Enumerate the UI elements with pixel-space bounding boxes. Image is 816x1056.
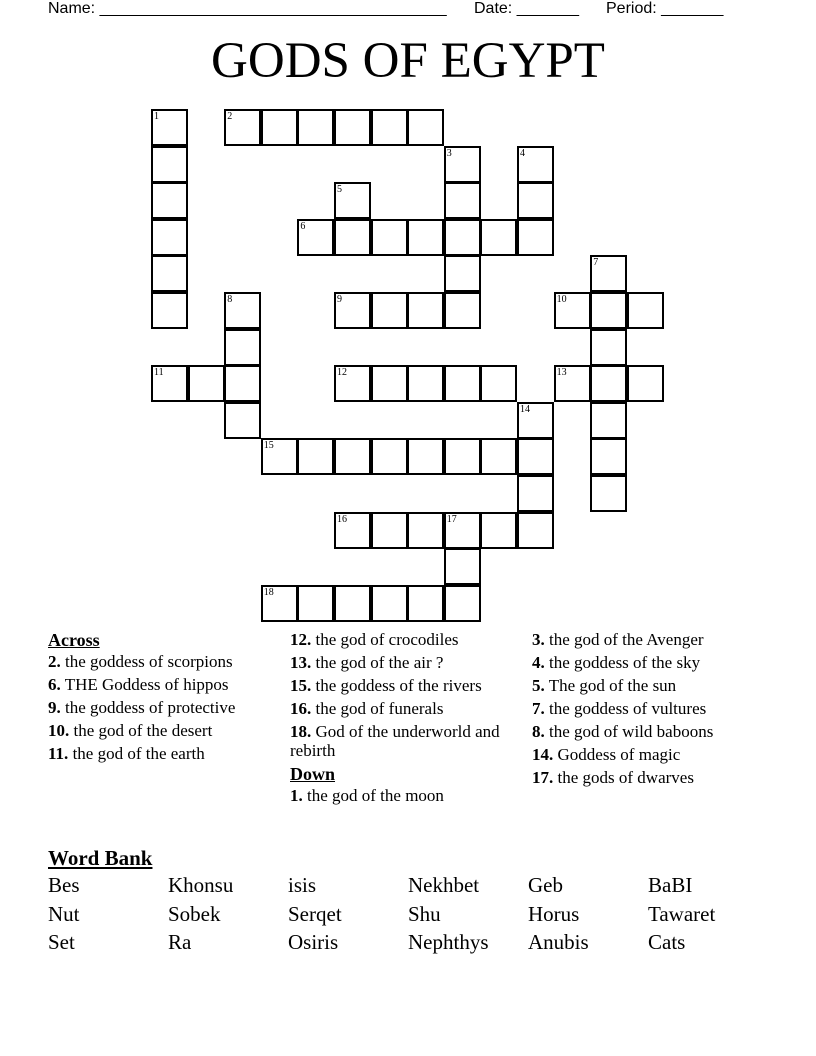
- grid-cell[interactable]: [261, 438, 298, 475]
- grid-cell[interactable]: [371, 438, 408, 475]
- grid-cell[interactable]: [224, 402, 261, 439]
- word-bank-word: Geb: [528, 873, 563, 897]
- word-bank-word: Set: [48, 930, 75, 954]
- clue-number: 8: [227, 294, 233, 305]
- grid-cell[interactable]: [480, 512, 517, 549]
- grid-cell[interactable]: [334, 292, 371, 329]
- clue-number: 9: [337, 294, 342, 305]
- clue-down-14: 14. Goddess of magic: [532, 745, 681, 764]
- grid-cell[interactable]: [334, 365, 371, 402]
- grid-cell[interactable]: [517, 402, 554, 439]
- clue-number: 15: [263, 440, 274, 452]
- clue-across-10: 10. the god of the desert: [48, 721, 213, 740]
- grid-cell[interactable]: [590, 292, 627, 329]
- clue-down-1: 1. the god of the moon: [290, 786, 444, 805]
- across-heading: Across: [48, 630, 100, 650]
- name-field-label: Name: _______________________________________: [48, 0, 447, 17]
- word-bank-word: BaBI: [648, 873, 693, 897]
- grid-cell[interactable]: [151, 255, 188, 292]
- grid-cell[interactable]: [407, 292, 444, 329]
- grid-cell[interactable]: [480, 365, 517, 402]
- period-field-label: Period: _______: [606, 0, 724, 17]
- grid-cell[interactable]: [517, 146, 554, 183]
- grid-cell[interactable]: [590, 475, 627, 512]
- grid-cell[interactable]: [407, 365, 444, 402]
- grid-cell[interactable]: [444, 182, 481, 219]
- word-bank-word: Anubis: [528, 930, 589, 954]
- grid-cell[interactable]: [151, 182, 188, 219]
- word-bank-word: Cats: [648, 930, 686, 954]
- clue-number: 16: [337, 513, 347, 525]
- word-bank-word: Khonsu: [168, 873, 234, 897]
- grid-cell[interactable]: [444, 255, 481, 292]
- grid-cell[interactable]: [151, 292, 188, 329]
- grid-cell[interactable]: [334, 182, 371, 219]
- clue-number: 7: [593, 257, 599, 269]
- grid-cell[interactable]: [224, 109, 261, 146]
- clue-number: 10: [556, 294, 567, 305]
- clue-across-13: 13. the god of the air ?: [290, 653, 444, 672]
- clue-number: 6: [300, 220, 306, 232]
- word-bank-word: Nut: [48, 902, 80, 926]
- clue-down-4: 4. the goddess of the sky: [532, 653, 701, 672]
- grid-cell[interactable]: [517, 475, 554, 512]
- grid-cell[interactable]: [627, 292, 664, 329]
- grid-cell[interactable]: [444, 548, 481, 585]
- grid-cell[interactable]: [371, 585, 408, 622]
- word-bank-word: Osiris: [288, 930, 339, 954]
- clue-number: 1: [154, 111, 159, 122]
- grid-cell[interactable]: [444, 292, 481, 329]
- word-bank-word: Ra: [168, 930, 192, 954]
- word-bank-word: Shu: [408, 902, 441, 926]
- word-bank-word: Sobek: [168, 902, 221, 926]
- clue-number: 5: [337, 184, 342, 196]
- clue-across-15: 15. the goddess of the rivers: [290, 676, 482, 695]
- grid-cell[interactable]: [334, 438, 371, 475]
- clue-across-11: 11. the god of the earth: [48, 744, 205, 763]
- clue-number: 17: [446, 513, 457, 525]
- grid-cell[interactable]: [407, 512, 444, 549]
- clues-column-2: [290, 630, 520, 809]
- clue-across-2: 2. the goddess of scorpions: [48, 652, 233, 671]
- grid-cell[interactable]: [517, 182, 554, 219]
- date-field-label: Date: _______: [474, 0, 579, 17]
- clue-number: 3: [446, 147, 452, 159]
- clue-across-12: 12. the god of crocodiles: [290, 630, 459, 649]
- clue-across-18: 18. God of the underworld and rebirth: [290, 722, 500, 760]
- clue-down-3: 3. the god of the Avenger: [532, 630, 704, 649]
- grid-cell[interactable]: [371, 365, 408, 402]
- grid-cell[interactable]: [590, 255, 627, 292]
- grid-cell[interactable]: [224, 329, 261, 366]
- grid-cell[interactable]: [407, 219, 444, 256]
- clue-number: 2: [227, 111, 233, 122]
- clue-across-6: 6. THE Goddess of hippos: [48, 675, 229, 694]
- word-bank-word: isis: [288, 873, 317, 897]
- grid-cell[interactable]: [590, 438, 627, 475]
- grid-cell[interactable]: [224, 365, 261, 402]
- grid-cell[interactable]: [188, 365, 225, 402]
- grid-cell[interactable]: [444, 146, 481, 183]
- grid-cell[interactable]: [517, 438, 554, 475]
- grid-cell[interactable]: [517, 512, 554, 549]
- grid-cell[interactable]: [297, 219, 334, 256]
- grid-cell[interactable]: [297, 585, 334, 622]
- grid-cell[interactable]: [297, 438, 334, 475]
- grid-cell[interactable]: [480, 219, 517, 256]
- clues-column-3: [532, 630, 762, 791]
- grid-cell[interactable]: [151, 365, 188, 402]
- grid-cell[interactable]: [151, 109, 188, 146]
- grid-cell[interactable]: [371, 512, 408, 549]
- down-heading: Down: [290, 764, 336, 784]
- clue-number: 13: [556, 367, 567, 379]
- clues-column-1: [48, 630, 248, 767]
- clue-number: 14: [520, 403, 530, 415]
- grid-cell[interactable]: [334, 219, 371, 256]
- grid-cell[interactable]: [480, 438, 517, 475]
- word-bank-word: Horus: [528, 902, 580, 926]
- grid-cell[interactable]: [407, 438, 444, 475]
- grid-cell[interactable]: [407, 585, 444, 622]
- grid-cell[interactable]: [334, 585, 371, 622]
- grid-cell[interactable]: [554, 365, 591, 402]
- grid-cell[interactable]: [224, 292, 261, 329]
- grid-cell[interactable]: [261, 585, 298, 622]
- grid-cell[interactable]: [334, 109, 371, 146]
- grid-cell[interactable]: [371, 109, 408, 146]
- grid-cell[interactable]: [407, 109, 444, 146]
- grid-cell[interactable]: [151, 219, 188, 256]
- clue-down-8: 8. the god of wild baboons: [532, 722, 714, 741]
- grid-cell[interactable]: [517, 219, 554, 256]
- grid-cell[interactable]: [371, 219, 408, 256]
- grid-cell[interactable]: [444, 438, 481, 475]
- grid-cell[interactable]: [444, 365, 481, 402]
- clue-down-5: 5. The god of the sun: [532, 676, 677, 695]
- word-bank-word: Bes: [48, 873, 80, 897]
- grid-cell[interactable]: [554, 292, 591, 329]
- clue-across-16: 16. the god of funerals: [290, 699, 444, 718]
- grid-cell[interactable]: [334, 512, 371, 549]
- grid-cell[interactable]: [590, 402, 627, 439]
- page-title: GODS OF EGYPT: [211, 33, 605, 89]
- clue-number: 12: [337, 367, 347, 379]
- grid-cell[interactable]: [627, 365, 664, 402]
- word-bank-word: Nekhbet: [408, 873, 480, 897]
- word-bank-word: Tawaret: [648, 902, 716, 926]
- grid-cell[interactable]: [371, 292, 408, 329]
- grid-cell[interactable]: [590, 365, 627, 402]
- grid-cell[interactable]: [444, 219, 481, 256]
- word-bank-word: Serqet: [288, 902, 342, 926]
- grid-cell[interactable]: [151, 146, 188, 183]
- word-bank-title: Word Bank: [48, 846, 153, 870]
- clue-number: 11: [154, 367, 164, 379]
- clue-down-17: 17. the gods of dwarves: [532, 768, 694, 787]
- clue-down-7: 7. the goddess of vultures: [532, 699, 707, 718]
- clue-number: 18: [263, 586, 274, 598]
- clue-across-9: 9. the goddess of protective: [48, 698, 236, 717]
- grid-cell[interactable]: [297, 109, 334, 146]
- clue-number: 4: [520, 147, 525, 159]
- grid-cell[interactable]: [261, 109, 298, 146]
- grid-cell[interactable]: [590, 329, 627, 366]
- grid-cell[interactable]: [444, 512, 481, 549]
- word-bank-word: Nephthys: [408, 930, 489, 954]
- grid-cell[interactable]: [444, 585, 481, 622]
